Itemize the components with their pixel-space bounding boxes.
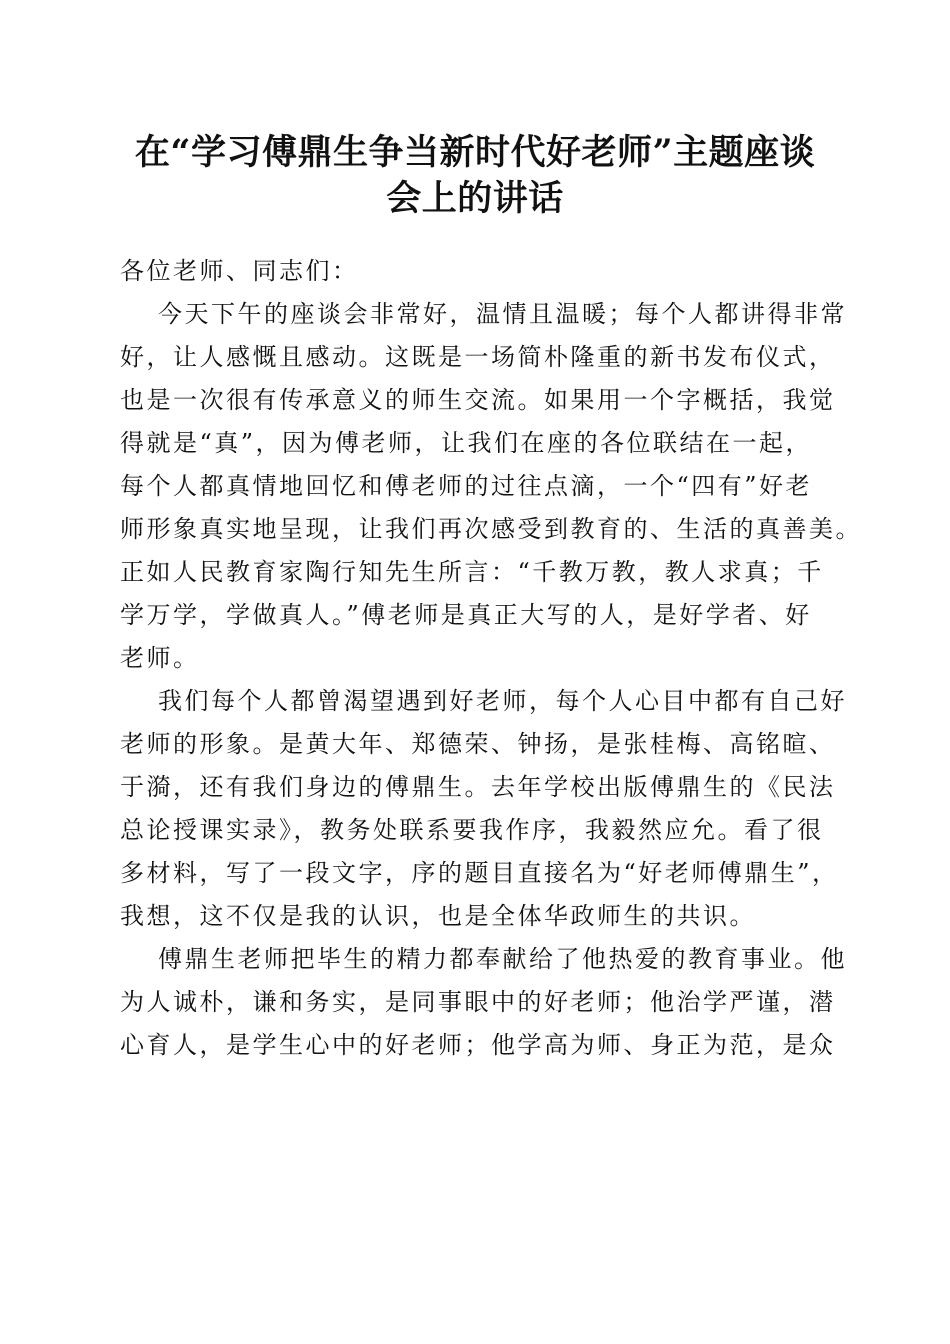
title-line: 会上的讲话 [386,178,564,219]
document-title [100,130,850,222]
paragraph-line: 心育人，是学生心中的好老师；他学高为师、身正为范，是众 [120,1031,836,1059]
paragraph-line: 傅鼎生老师把毕生的精力都奉献给了他热爱的教育事业。他 [158,945,847,973]
paragraph-1 [120,293,862,680]
salutation: 各位老师、同志们： [120,257,359,285]
paragraph-line: 也是一次很有传承意义的师生交流。如果用一个字概括，我觉 [120,386,836,414]
paragraph-line: 师形象真实地呈现，让我们再次感受到教育的、生活的真善美。 [120,515,862,543]
paragraph-2 [120,680,847,938]
paragraph-line: 老师的形象。是黄大年、郑德荣、钟扬，是张桂梅、高铭暄、 [120,730,836,758]
paragraph-line: 正如人民教育家陶行知先生所言：“千教万教，教人求真；千 [120,558,824,586]
paragraph-line: 好，让人感慨且感动。这既是一场简朴隆重的新书发布仪式， [120,343,836,371]
paragraph-line: 总论授课实录》，教务处联系要我作序，我毅然应允。看了很 [120,816,824,844]
paragraph-3 [120,938,847,1067]
paragraph-line: 今天下午的座谈会非常好，温情且温暖；每个人都讲得非常 [158,300,847,328]
paragraph-line: 我们每个人都曾渴望遇到好老师，每个人心目中都有自己好 [158,687,847,715]
paragraph-line: 得就是“真”，因为傅老师，让我们在座的各位联结在一起， [120,429,813,457]
paragraph-line: 每个人都真情地回忆和傅老师的过往点滴，一个“四有”好老 [120,472,813,500]
document-body [120,250,862,1067]
title-line: 在“学习傅鼎生争当新时代好老师”主题座谈 [134,132,816,173]
paragraph-line: 多材料，写了一段文字，序的题目直接名为“好老师傅鼎生”， [120,859,839,887]
paragraph-line: 老师。 [120,644,200,672]
paragraph-line: 于漪，还有我们身边的傅鼎生。去年学校出版傅鼎生的《民法 [120,773,836,801]
paragraph-line: 为人诚朴，谦和务实，是同事眼中的好老师；他治学严谨，潜 [120,988,836,1016]
paragraph-line: 我想，这不仅是我的认识，也是全体华政师生的共识。 [120,902,756,930]
paragraph-line: 学万学，学做真人。”傅老师是真正大写的人，是好学者、好 [120,601,812,629]
